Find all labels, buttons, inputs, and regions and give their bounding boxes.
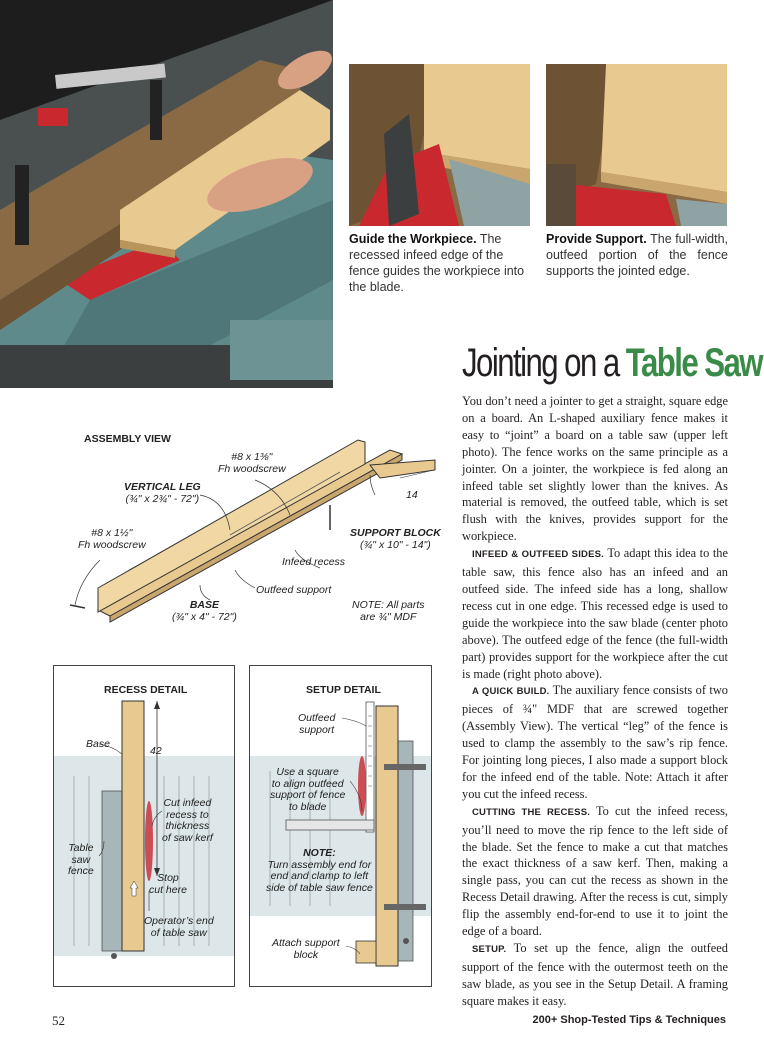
- article-body: [462, 393, 728, 1010]
- photo-jointing-setup: [0, 0, 333, 388]
- caption-center-text: The recessed infeed edge of the fence guides the workpiece into the blade.: [349, 232, 525, 294]
- title-part2: Table Saw: [625, 341, 762, 385]
- label-recess-stop: Stop cut here: [149, 872, 187, 896]
- setup-detail: [249, 665, 432, 987]
- label-recess-42: 42: [150, 745, 162, 757]
- label-setup-note: [266, 848, 373, 894]
- caption-center: [349, 231, 532, 295]
- article-paragraph: [462, 940, 728, 1010]
- title-part1: Jointing on a: [462, 341, 626, 385]
- section-head: CUTTING THE RECESS.: [472, 806, 591, 818]
- article-paragraph: You don’t need a jointer to get a straight, square edge on a board. An L-shaped auxiliary fence makes it easy to “joint” a board on a table saw (upper left photo). The fence works on the same principle as a jointer. On a jointer, the workpiece is fed along an infeed table set slightly lower than the knives. As material is removed, the outfeed table, which is set flush with the knives, provides support for the workpiece.: [462, 394, 728, 544]
- label-outfeed-support: Outfeed support: [256, 584, 332, 596]
- section-head: SETUP.: [472, 944, 507, 955]
- photo-provide-support: [546, 64, 727, 226]
- label-recess-base: Base: [86, 738, 110, 750]
- article-paragraph: [462, 545, 728, 682]
- caption-center-title: Guide the Workpiece.: [349, 232, 477, 246]
- label-recess-end: Operator’s end of table saw: [144, 915, 214, 939]
- caption-right-text: The full-width, outfeed portion of the fence supports the jointed edge.: [546, 232, 728, 278]
- setup-heading: SETUP DETAIL: [306, 684, 381, 696]
- assembly-view: [40, 420, 450, 635]
- label-screw-top: #8 x 1⅜" Fh woodscrew: [218, 451, 286, 475]
- paragraph-text: The auxiliary fence consists of two pieces of ¾" MDF that are screwed together (Assembly View). The vertical “leg” of the fence is used to clamp the assembly to the saw’s rip fence. For jointing long pieces, I also made a support block for the infeed end of the table. Note: Attach it after you cut the infeed recess.: [462, 683, 728, 801]
- section-head: INFEED & OUTFEED SIDES.: [472, 549, 605, 561]
- assembly-heading: ASSEMBLY VIEW: [84, 433, 171, 445]
- setup-note-title: NOTE:: [303, 847, 336, 859]
- support-title: SUPPORT BLOCK: [350, 527, 441, 539]
- page-number: 52: [52, 1013, 65, 1028]
- setup-note-text: Turn assembly end for end and clamp to left side of table saw fence: [266, 858, 373, 894]
- article-paragraph: [462, 682, 728, 802]
- label-recess-cut: Cut infeed recess to thickness of saw kerf: [162, 797, 213, 844]
- label-note: NOTE: All parts are ¾" MDF: [352, 599, 425, 623]
- caption-right-title: Provide Support.: [546, 232, 647, 246]
- label-vertical-leg: [124, 482, 201, 505]
- page-title: [462, 340, 762, 390]
- label-setup-attach: Attach support block: [272, 937, 340, 961]
- label-infeed-recess: Infeed recess: [282, 556, 346, 568]
- paragraph-text: To cut the infeed recess, you’ll need to move the rip fence to the left side of the blade. Set the fence to make a cut that matches the exact thickness of a saw kerf. Then, making a single pass, you can cut the recess as shown in the Recess Detail drawing. After the recess is cut, simply flip the assembly end-for-end to use it to joint the edge of a board.: [462, 803, 728, 939]
- paragraph-text: To set up the fence, align the outfeed support of the fence with the outermost teeth on the saw blade, as you see in the Setup Detail. A framing square makes it easy.: [462, 941, 728, 1008]
- caption-right: [546, 231, 728, 279]
- article-paragraph: [462, 803, 728, 940]
- recess-detail: [53, 665, 235, 987]
- book-title: 200+ Shop-Tested Tips & Techniques: [532, 1014, 726, 1026]
- label-screw-left: #8 x 1½" Fh woodscrew: [78, 527, 146, 551]
- photo-guide-workpiece: [349, 64, 530, 226]
- label-setup-square: Use a square to align outfeed support of fence to blade: [270, 766, 346, 813]
- label-support-block: [350, 528, 441, 551]
- support-dim: (¾" x 10" - 14"): [360, 538, 431, 551]
- section-head: A QUICK BUILD.: [472, 686, 550, 698]
- label-dim-14: 14: [406, 489, 418, 501]
- label-setup-outfeed: Outfeed support: [298, 712, 336, 736]
- base-dim: (¾" x 4" - 72"): [172, 610, 237, 623]
- label-recess-fence: Table saw fence: [68, 842, 94, 877]
- vertical-leg-dim: (¾" x 2¾" - 72"): [125, 492, 200, 505]
- label-base: [172, 600, 237, 623]
- paragraph-text: To adapt this idea to the table saw, this fence also has an infeed and an outfeed side. The infeed side has a long, shallow recess cut in one edge. This recessed edge is used to guide the workpiece into the saw blade (center photo above). The outfeed edge of the fence (the full-width part) provides support for the workpiece after the cut is made (right photo above).: [462, 546, 728, 681]
- recess-heading: RECESS DETAIL: [104, 684, 188, 696]
- vertical-leg-title: VERTICAL LEG: [124, 481, 201, 493]
- base-title: BASE: [189, 599, 220, 611]
